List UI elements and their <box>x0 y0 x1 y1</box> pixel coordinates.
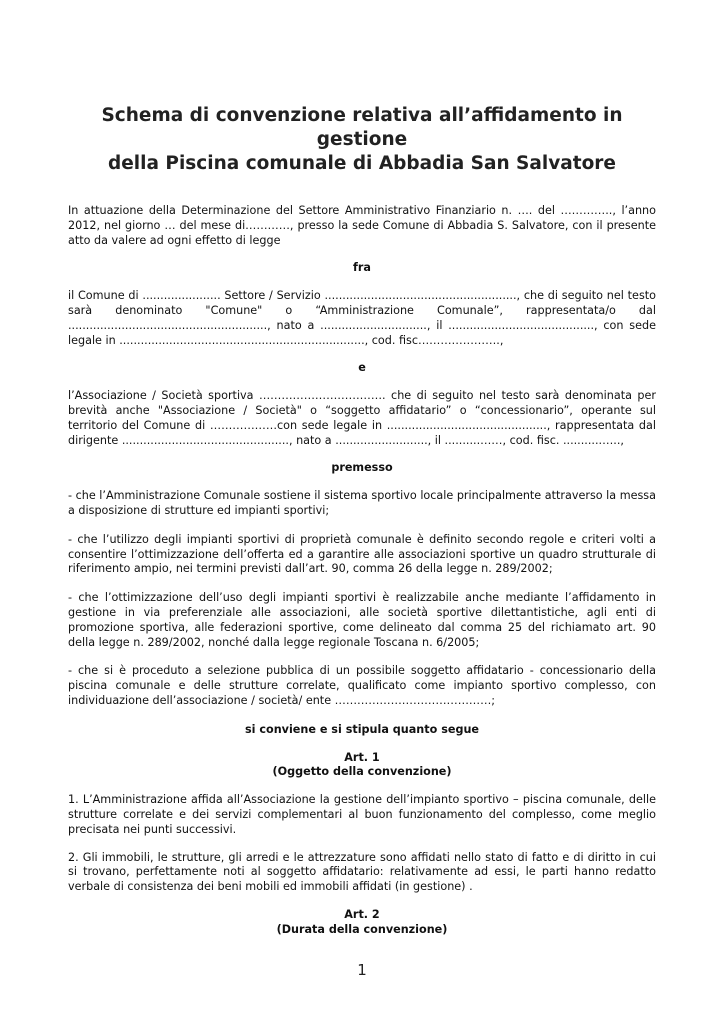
article-1-title: (Oggetto della convenzione) <box>272 765 452 779</box>
party-associazione-paragraph: l’Associazione / Società sportiva ……………………………. che di seguito nel testo sarà denominata per brevità anche "Associazione / Società" o “soggetto affidatario” o “concessionario”, operante sul territorio del Comune di ………………con sede legale in ............................................., rappresentata dal dirigente ..............................................., nato a .........................., il ..........……, cod. fisc. ...........….., <box>68 389 656 447</box>
title-line-1: Schema di convenzione relativa all’affidamento in gestione <box>101 105 623 150</box>
premesso-heading: premesso <box>331 461 393 475</box>
fra-heading: fra <box>353 261 371 275</box>
article-2-title: (Durata della convenzione) <box>276 922 448 936</box>
article-2-number: Art. 2 <box>344 907 380 921</box>
article-1-paragraph-1: 1. L’Amministrazione affida all’Associazione la gestione dell’impianto sportivo – piscina comunale, delle strutture correlate e dei servizi complementari al buon funzionamento del complesso, come meglio precisata nei punti successivi. <box>68 793 656 836</box>
premise-item: - che si è proceduto a selezione pubblica di un possibile soggetto affidatario - concessionario della piscina comunale e delle strutture correlate, qualificato come impianto sportivo complesso, con individuazione dell’associazione / società/ ente ……………………………………; <box>68 664 656 707</box>
article-2-heading <box>68 908 656 938</box>
premise-item: - che l’Amministrazione Comunale sostiene il sistema sportivo locale principalmente attraverso la messa a disposizione di strutture ed impianti sportivi; <box>68 489 656 517</box>
e-heading: e <box>358 361 366 375</box>
article-1-number: Art. 1 <box>344 750 380 764</box>
article-1-paragraph-2: 2. Gli immobili, le strutture, gli arredi e le attrezzature sono affidati nello stato di fatto e di diritto in cui si trovano, perfettamente noti al soggetto affidatario: relativamente ad essi, le parti hanno redatto verbale di consistenza dei beni mobili ed immobili affidati (in gestione) . <box>68 850 656 894</box>
stipula-heading: si conviene e si stipula quanto segue <box>244 722 480 736</box>
party-comune-paragraph: il Comune di ...................... Settore / Servizio ......................................................, che di seguito nel testo sarà denominato "Comune" o “Amministrazione Comunale”, rappresentata/o dal ........................................................, nato a .............................., il ........................................., con sede legale in ....................................................................., cod. fisc…………………., <box>68 289 656 347</box>
premise-item: - che l’ottimizzazione dell’uso degli impianti sportivi è realizzabile anche mediante l’affidamento in gestione in via preferenziale alle associazioni, alle società sportive dilettantistiche, agli enti di promozione sportiva, alle federazioni sportive, come delineato dal comma 25 del richiamato art. 90 della legge n. 289/2002, nonché dalla legge regionale Toscana n. 6/2005; <box>68 591 656 649</box>
premise-item: - che l’utilizzo degli impianti sportivi di proprietà comunale è definito secondo regole e criteri volti a consentire l’ottimizzazione dell’offerta ed a garantire alle associazioni sportive un quadro strutturale di riferimento ampio, nei termini previsti dall’art. 90, comma 26 della legge n. 289/2002; <box>68 532 656 576</box>
page-number: 1 <box>357 961 367 979</box>
title-line-2: della Piscina comunale di Abbadia San Salvatore <box>108 153 616 174</box>
article-1-heading <box>68 751 656 781</box>
document-title <box>68 104 656 176</box>
intro-paragraph: In attuazione della Determinazione del Settore Amministrativo Finanziario n. …. del ………….., l’anno 2012, nel giorno … del mese di…………, presso la sede Comune di Abbadia S. Salvatore, con il presente atto da valere ad ogni effetto di legge <box>68 204 656 247</box>
